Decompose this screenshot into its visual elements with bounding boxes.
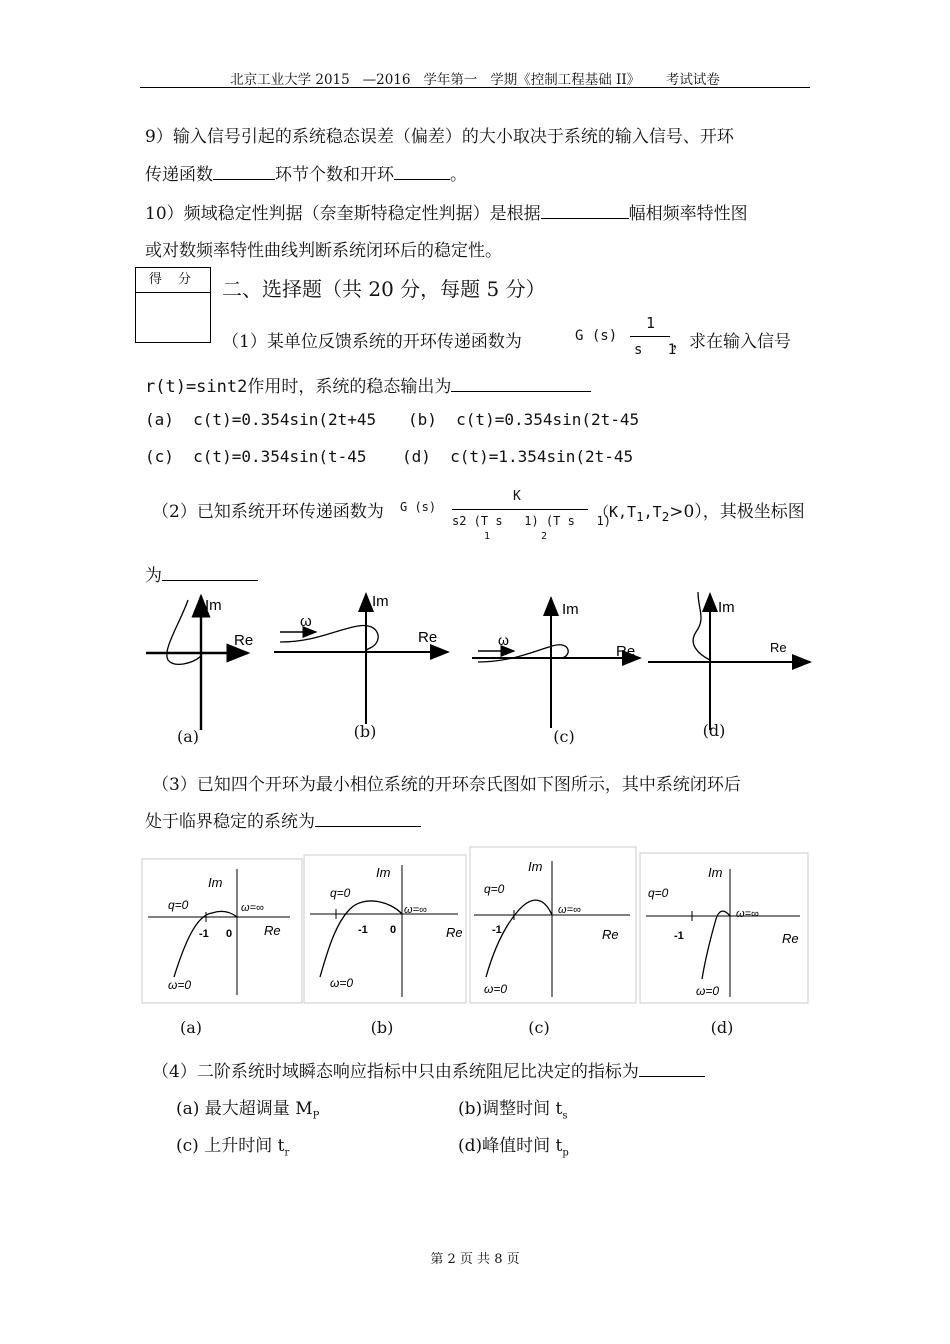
c2-den-sub1: 1 — [484, 531, 491, 542]
c2-den-sub2: 2 — [541, 531, 548, 542]
c3-caption-c: (c) — [528, 1018, 550, 1037]
c3-line2 — [145, 807, 421, 832]
c3-plot-a — [148, 869, 290, 995]
c1-blank[interactable] — [451, 374, 591, 392]
c4-option-c-sub: r — [284, 1147, 290, 1159]
c2-G: G (s) — [400, 500, 437, 514]
c4-option-b — [458, 1094, 568, 1121]
score-label: 得 分 — [136, 268, 210, 293]
q10-blank[interactable] — [541, 201, 629, 219]
q9-line1: 9）输入信号引起的系统稳态误差（偏差）的大小取决于系统的输入信号、开环 — [145, 127, 734, 147]
score-box — [135, 267, 211, 343]
c2-caption-d: (d) — [702, 721, 726, 740]
c1-stem-a: （1）某单位反馈系统的开环传递函数为 — [222, 332, 522, 352]
c2-stem-b — [594, 497, 805, 524]
q10-text-b: 幅相频率特性图 — [628, 204, 748, 224]
c3-caption-b: (b) — [370, 1018, 394, 1037]
c1-option-a: (a) c(t)=0.354sin(2t+45 — [145, 410, 377, 429]
c2-b-omega: ω — [300, 613, 312, 630]
c2-caption-c: (c) — [553, 727, 575, 746]
c2-c-omega: ω — [498, 632, 509, 648]
c3-a-re: Re — [264, 923, 281, 938]
c3-line1: （3）已知四个开环为最小相位系统的开环奈氏图如下图所示，其中系统闭环后 — [152, 775, 741, 795]
c1-numerator: 1 — [646, 314, 656, 332]
c2-params-b: ,T — [643, 503, 662, 521]
q9-text-b: 环节个数和开环 — [275, 165, 394, 185]
c3-d-w0: ω=0 — [696, 984, 720, 998]
c4-option-c — [176, 1131, 289, 1158]
c4-option-d-text: (d)峰值时间 t — [458, 1136, 563, 1156]
c3-b-q0: q=0 — [330, 886, 351, 900]
c2-polar-plots — [140, 588, 820, 738]
c2-d-im-label: Im — [718, 599, 735, 616]
c2-denominator: s2 (T s 1) (T s 1) — [452, 514, 611, 528]
c3-a-w0: ω=0 — [168, 978, 192, 992]
c2-numerator: K — [513, 489, 521, 504]
c3-nyquist-plots — [140, 845, 812, 1005]
c2-a-im-label: Im — [205, 597, 222, 614]
q10-line2: 或对数频率特性曲线判断系统闭环后的稳定性。 — [145, 241, 502, 261]
c3-plot-c — [474, 859, 630, 997]
q10-text-a: 10）频域稳定性判据（奈奎斯特稳定性判据）是根据 — [145, 204, 541, 224]
c4-option-a-sub: P — [312, 1110, 320, 1122]
c4-option-c-text: (c) 上升时间 t — [176, 1136, 285, 1156]
c3-b-im: Im — [376, 865, 391, 880]
c2-b-re-label: Re — [418, 629, 438, 646]
c4-option-d — [458, 1131, 569, 1158]
c1-option-d: (d) c(t)=1.354sin(2t-45 — [402, 447, 634, 466]
c3-b-minus1: -1 — [358, 924, 368, 936]
c3-a-minus1: -1 — [199, 928, 209, 940]
c4-option-b-sub: s — [562, 1110, 568, 1122]
c3-caption-d: (d) — [710, 1018, 734, 1037]
c1-stem-b: ，求在输入信号 — [672, 332, 791, 352]
c3-c-winf: ω=∞ — [558, 904, 581, 916]
q9-blank-2[interactable] — [394, 162, 450, 180]
c2-plot-c — [472, 598, 640, 728]
c3-b-re: Re — [446, 925, 463, 940]
c3-c-q0: q=0 — [484, 882, 505, 896]
c2-line2 — [145, 561, 258, 586]
c3-a-im: Im — [208, 875, 223, 890]
header-rule — [140, 87, 810, 88]
c3-a-winf: ω=∞ — [241, 902, 264, 914]
c2-c-im-label: Im — [562, 601, 579, 618]
c1-option-b: (b) c(t)=0.354sin(2t-45 — [408, 410, 640, 429]
c3-d-re: Re — [782, 931, 799, 946]
c1-denominator: s 1 — [634, 342, 677, 358]
c2-stem-a: （2）已知系统开环传递函数为 — [152, 502, 384, 522]
c2-a-re-label: Re — [234, 632, 254, 649]
c4-blank[interactable] — [639, 1059, 705, 1077]
q9-text-a: 传递函数 — [145, 165, 213, 185]
c3-b-w0: ω=0 — [330, 976, 354, 990]
c2-d-re-label: Re — [770, 640, 787, 655]
c2-params-c: >0），其极坐标图 — [669, 502, 805, 522]
c3-plot-d — [646, 865, 800, 998]
c3-blank[interactable] — [315, 809, 421, 827]
c2-params-a: （K,T — [594, 503, 637, 521]
c3-c-w0: ω=0 — [484, 982, 508, 996]
c3-c-im: Im — [528, 859, 543, 874]
c2-line2-text: 为 — [145, 566, 162, 586]
c3-plot-b — [310, 865, 463, 997]
c1-G: G (s) — [575, 328, 618, 344]
page-number: 第 2 页 共 8 页 — [430, 1252, 520, 1267]
c2-plot-b — [274, 593, 448, 724]
c2-plot-d — [648, 592, 810, 730]
q9-text-c: 。 — [450, 165, 467, 185]
c3-c-minus1: -1 — [492, 924, 502, 936]
c3-d-q0: q=0 — [648, 886, 669, 900]
c4-option-a-text: (a) 最大超调量 M — [176, 1099, 313, 1119]
section-title: 二、选择题（共 20 分，每题 5 分） — [222, 277, 546, 301]
c1-option-c: (c) c(t)=0.354sin(t-45 — [145, 447, 367, 466]
c3-a-q0: q=0 — [168, 898, 189, 912]
c2-blank[interactable] — [162, 563, 258, 581]
c3-b-zero: 0 — [390, 924, 397, 936]
q10-line1 — [145, 199, 748, 224]
c3-c-re: Re — [602, 927, 619, 942]
c2-b-im-label: Im — [372, 593, 389, 610]
c2-frac-bar — [452, 509, 588, 510]
c3-line2-text: 处于临界稳定的系统为 — [145, 812, 315, 832]
c3-d-winf: ω=∞ — [736, 908, 759, 920]
c2-caption-b: (b) — [353, 722, 377, 741]
c4-option-d-sub: p — [562, 1147, 569, 1159]
c3-b-winf: ω=∞ — [404, 904, 427, 916]
c1-line2-text: r(t)=sint2作用时，系统的稳态输出为 — [145, 377, 452, 397]
c3-d-minus1: -1 — [674, 930, 684, 942]
c4-line1 — [152, 1057, 705, 1082]
c1-line2 — [145, 372, 591, 397]
c2-caption-a: (a) — [176, 727, 200, 746]
c2-params-sub1: 1 — [636, 509, 644, 524]
q9-blank-1[interactable] — [213, 162, 275, 180]
c2-c-re-label: Re — [616, 643, 636, 660]
c4-line1-text: （4）二阶系统时域瞬态响应指标中只由系统阻尼比决定的指标为 — [152, 1062, 639, 1082]
c1-frac-bar — [630, 336, 670, 337]
exam-header: 北京工业大学 2015 —2016 学年第一 学期《控制工程基础 II》 考试试卷 — [230, 72, 720, 88]
c3-caption-a: (a) — [179, 1018, 203, 1037]
q9-line2 — [145, 160, 467, 185]
c4-option-a — [176, 1094, 319, 1121]
c4-option-b-text: (b)调整时间 t — [458, 1099, 563, 1119]
c2-plot-a — [146, 596, 253, 730]
c3-d-im: Im — [708, 865, 723, 880]
c3-a-zero: 0 — [226, 928, 233, 940]
c2-params-sub2: 2 — [661, 509, 670, 524]
